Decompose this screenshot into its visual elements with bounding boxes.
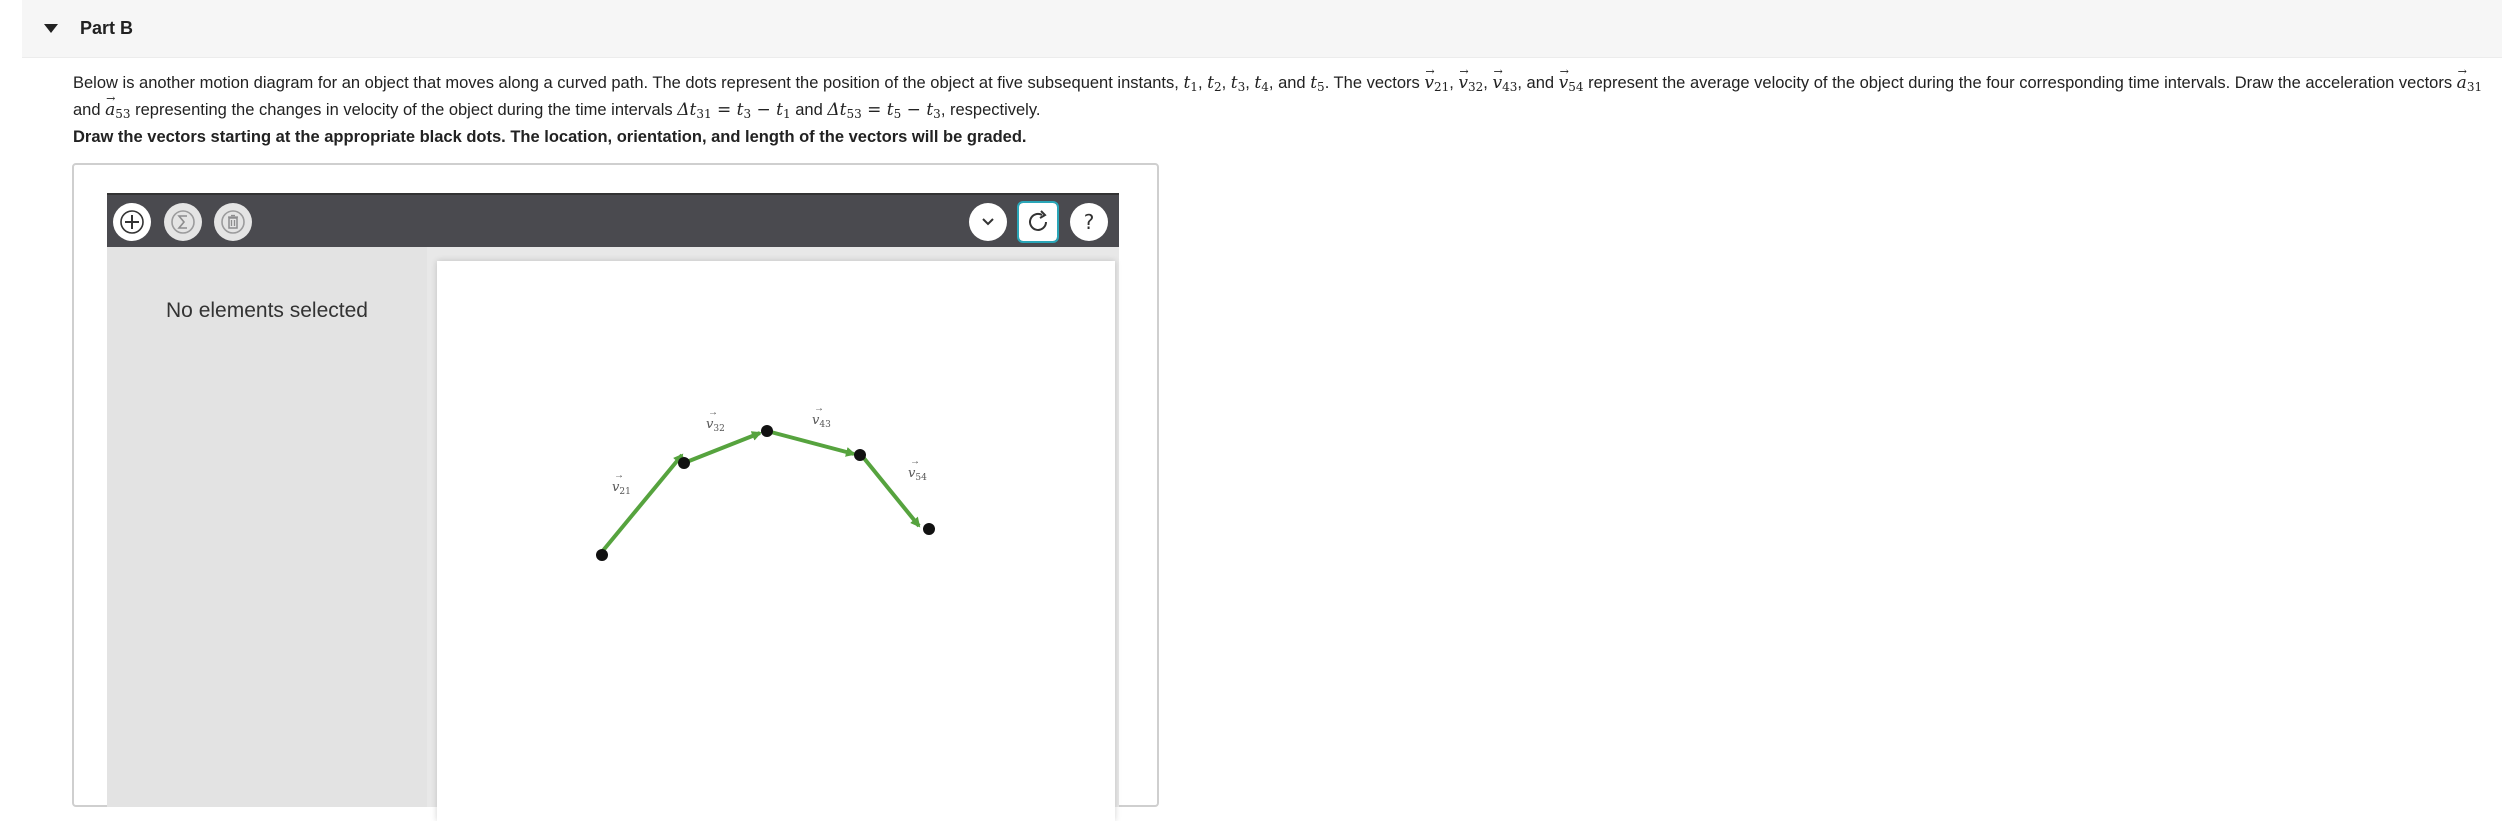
plus-icon [120, 210, 144, 234]
position-dot-3[interactable] [761, 425, 773, 437]
label-v21: $v_{21}$ [612, 480, 631, 497]
trash-icon [221, 210, 245, 234]
chevron-down-icon [981, 217, 995, 227]
canvas-area [427, 247, 1119, 807]
sum-button[interactable] [164, 203, 202, 241]
selection-status: No elements selected [166, 299, 368, 322]
label-v54: $v_{54}$ [908, 466, 927, 483]
svg-text:?: ? [1083, 210, 1095, 234]
svg-text:→: → [910, 456, 920, 467]
svg-text:→: → [814, 403, 824, 414]
part-header[interactable] [22, 0, 2502, 58]
part-title: Part B [80, 18, 134, 38]
position-dot-2[interactable] [678, 457, 690, 469]
reset-button[interactable] [1019, 203, 1057, 241]
delete-button[interactable] [214, 203, 252, 241]
svg-text:→: → [614, 470, 624, 481]
drawing-tool [72, 163, 1159, 807]
position-dot-1[interactable] [596, 549, 608, 561]
sigma-icon [171, 210, 195, 234]
vector-v32[interactable] [684, 433, 760, 463]
collapse-caret-icon[interactable] [36, 14, 66, 44]
help-button[interactable] [1070, 203, 1108, 241]
position-dot-5[interactable] [923, 523, 935, 535]
svg-text:→: → [708, 407, 718, 418]
position-dot-4[interactable] [854, 449, 866, 461]
vector-v43[interactable] [767, 431, 854, 454]
help-icon [1077, 210, 1101, 234]
add-vector-button[interactable] [113, 203, 151, 241]
grading-instructions: Draw the vectors starting at the appropriate black dots. The location, orientation, and length of the vectors will be graded. [73, 128, 1027, 146]
label-v43: $v_{43}$ [812, 413, 831, 430]
problem-prompt: Below is another motion diagram for an object that moves along a curved path. The dots represent the position of the object at five subsequent instants, $t_1$, $t_2$, $t_3$, $t_4$, and $t_5$. The vectors → $v_{21}$, → $v_{32}$, → $v_{43}$, and → $v_{54}$ represent the average velocity of the object during the four corresponding time intervals. Draw the acceleration vectors → $a_{31}$ and → $a_{53}$ representing the changes in velocity of the object during the time intervals $\Delta t_{31} = t_3 - t_1$ and $\Delta t_{53} = t_5 - t_3$, respectively. [73, 72, 2503, 126]
options-dropdown-button[interactable] [969, 203, 1007, 241]
properties-panel [107, 247, 427, 807]
reset-icon [1024, 208, 1052, 236]
tool-toolbar [107, 193, 1119, 249]
label-v32: $v_{32}$ [706, 417, 725, 434]
drawing-canvas[interactable] [437, 261, 1115, 821]
